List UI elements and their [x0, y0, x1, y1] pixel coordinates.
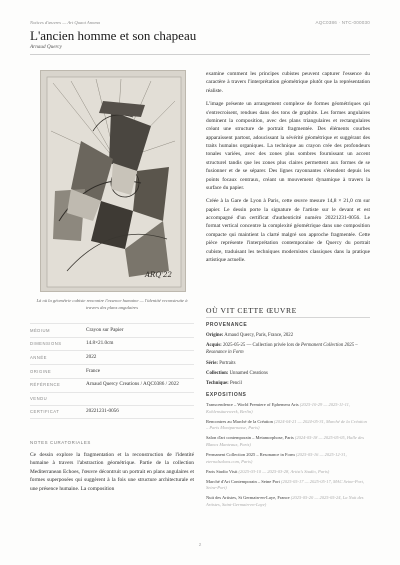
artwork-caption: Là où la géométrie cubiste rencontre l'essence humaine — l'identité reconstruite à travers des plans angulaires	[36, 298, 188, 310]
provenance-item	[206, 370, 370, 377]
exhibition-title: Rencontres au Marché de la Création	[206, 418, 273, 424]
provenance-text: Pencil	[229, 380, 242, 386]
meta-value: 14.8×21.0cm	[86, 340, 114, 347]
exhibition-item	[206, 495, 370, 509]
artist-name: Arnaud Quercy	[30, 44, 62, 50]
exhibition-item	[206, 435, 370, 449]
exhibition-dates: (2025-05-17 — 2025-05-17, MAC Seine-Port, Seine-Port)	[206, 478, 365, 491]
provenance-text: 2025-05-25 — Collection privée lors de	[222, 343, 302, 349]
meta-row-medium	[30, 323, 194, 337]
meta-key: VENDU	[30, 396, 48, 402]
exhibitions-list	[206, 402, 370, 512]
provenance-text: Portraits	[219, 360, 236, 366]
exhibition-item	[206, 452, 370, 466]
provenance-label: Acquis:	[206, 343, 222, 349]
provenance-item	[206, 332, 370, 339]
exhibition-title: Permanent Collection 2025 – Resonance in Form	[206, 452, 295, 458]
provenance-heading: PROVENANCE	[206, 322, 248, 328]
exhibition-dates: (2025-10-29 — 2025-11-11, Kohlensäurewerk, Berlin)	[206, 402, 350, 414]
artwork-image	[40, 70, 186, 292]
provenance-text: Unnamed Creations	[229, 370, 268, 376]
exhibitions-heading: EXPOSITIONS	[206, 392, 247, 398]
meta-key: ORIGINE	[30, 368, 52, 374]
exhibition-dates: (2025-03-10 — 2025-03-28, Artist's Studio, Paris)	[238, 468, 330, 474]
meta-key: RÉFÉRENCE	[30, 382, 61, 388]
provenance-list	[206, 332, 370, 390]
meta-row-origin	[30, 364, 194, 378]
meta-key: DIMENSIONS	[30, 341, 62, 347]
artwork-signature: ARQ'22	[145, 271, 172, 279]
page-number: 2	[198, 542, 202, 547]
provenance-label: Origine:	[206, 333, 224, 338]
meta-value	[86, 395, 194, 402]
curatorial-notes-heading: NOTES CURATORIALES	[30, 440, 91, 445]
meta-value: Arnaud Quercy Creations / AQC0386 / 2022	[86, 381, 179, 388]
exhibition-dates: (2024-04-21 — 2024-05-31, Marché de la Création – Paris Montparnasse, Paris)	[206, 418, 367, 431]
exhibition-title: Nuit des Artistes, St Germain-en-Laye, France	[206, 495, 290, 501]
running-header-right: AQC0386 · NTC-000030	[315, 20, 370, 25]
meta-row-dimensions	[30, 337, 194, 351]
metadata-table	[30, 323, 194, 419]
meta-value: 2022	[86, 354, 97, 361]
meta-key: CERTIFICAT	[30, 409, 60, 415]
description-paragraph: L'image présente un arrangement complexe de formes géométriques qui s'entrecroisent, rendues dans des tons de graphite. Les formes angulaires dominent la composition, avec des plans triangulaires et rectangulaires créant une structure de portrait fragmentée. Des éléments courbes apparaissent partout, adoucissant la sévérité géométrique et suggérant des traits humains organiques. La technique au crayon crée des profondeurs tonales variées, avec des zones plus sombres fournissant un accent structurel tandis que les zones plus claires permettent aux formes de se fusionner et de se séparer. Des lignes rayonnantes s'étendent depuis les points focaux centraux, créant un mouvement dynamique à travers la surface du papier.	[206, 101, 370, 191]
title-divider	[30, 54, 370, 55]
exhibition-item	[206, 469, 370, 476]
exhibition-title: Salon d'art contemporain – Metamorphose, Paris	[206, 435, 294, 441]
meta-row-certificate	[30, 405, 194, 420]
exhibition-dates: (2025-05-20 — 2025-05-24, La Nuit des Artistes, Saint-Germain-en-Laye)	[206, 495, 364, 508]
description-paragraph: examine comment les principes cubistes peuvent capturer l'essence du caractère à travers l'interprétation géométrique plutôt que la représentation réaliste.	[206, 71, 370, 94]
meta-value: 20221231-0056	[86, 408, 119, 415]
exhibition-item	[206, 419, 370, 433]
provenance-text: Arnaud Quercy, Paris, France, 2022	[224, 333, 294, 338]
exhibition-dates: (2024-05-18 — 2025-05-05, Halle des Blancs Manteaux, Paris)	[206, 435, 365, 448]
provenance-item	[206, 360, 370, 367]
meta-value: France	[86, 367, 101, 374]
description-paragraph: Créée à la Gare de Lyon à Paris, cette œuvre mesure 14,8 × 21,0 cm sur papier. Le dessin porte la signature de l'artiste sur le devant et est accompagné d'un certificat d'authenticité numéro 20221231-0056. Le format vertical concentre la complexité géométrique dans une composition compacte qui maintient la clarté malgré son approche fragmentée. Cette pièce représente l'interprétation contemporaine de Quercy du portrait cubiste, traduisant les techniques modernistes classiques dans la pratique artistique actuelle.	[206, 198, 370, 263]
exhibition-item	[206, 402, 370, 416]
meta-key: MÉDIUM	[30, 327, 50, 333]
artwork-title: L'ancien homme et son chapeau	[30, 28, 197, 43]
provenance-label: Collection:	[206, 370, 229, 376]
exhibition-title: Marché d'Art Contemporain – Seine Port	[206, 478, 280, 484]
exhibition-item	[206, 479, 370, 493]
provenance-exhibition: Permanent Collection 2025 – Resonance in Form	[206, 343, 358, 356]
meta-key: ANNÉE	[30, 355, 47, 361]
meta-value: Crayon sur Papier	[86, 326, 124, 333]
running-header-left: Notices d'œuvres — Art Quaot Anoma	[30, 20, 100, 25]
provenance-item	[206, 380, 370, 387]
provenance-item	[206, 342, 370, 356]
meta-row-reference	[30, 378, 194, 392]
exhibition-dates: (2025-05-16 — 2025-12-31, eternalsalons.com, Paris)	[206, 452, 347, 464]
meta-row-year	[30, 350, 194, 364]
meta-row-sold	[30, 392, 194, 405]
provenance-label: Série:	[206, 360, 218, 366]
provenance-label: Technique:	[206, 380, 229, 386]
exhibition-title: Transcendence – World Premiere of Ephemera Arts	[206, 402, 299, 407]
where-heading: OÙ VIT CETTE ŒUVRE	[206, 306, 297, 315]
where-divider	[206, 317, 370, 318]
exhibition-title: Paris Studio Visit	[206, 468, 238, 474]
artwork-description	[206, 70, 370, 269]
curatorial-notes-body: Ce dessin explore la fragmentation et la reconstruction de l'identité humaine à travers l'abstraction géométrique. Partie de la collection Mediterranean Echoes, l'œuvre décontruit un portrait en plans angulaires et formes superposées qui suggèrent à la fois une structure architecturale et une présence humaine. La composition	[30, 452, 194, 492]
